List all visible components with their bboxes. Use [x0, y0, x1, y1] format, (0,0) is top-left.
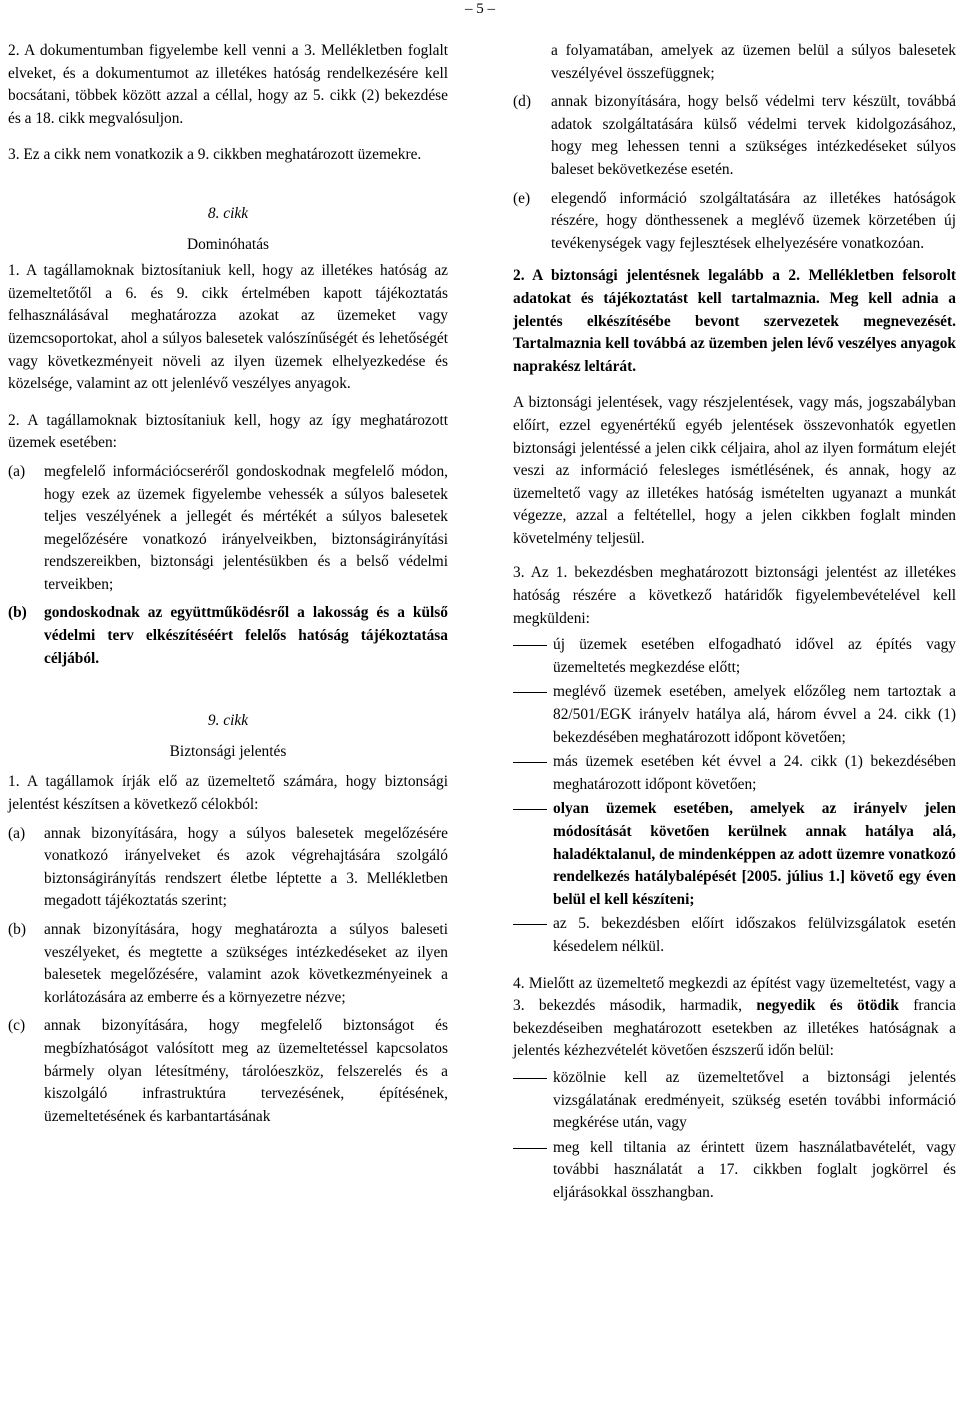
item-label: (b)	[8, 604, 27, 622]
item-text: meg kell tiltania az érintett üzem használatbavételét, vagy további használatát a 17. cikkben foglalt jogkörrel és eljárásokkal összhangban.	[553, 1138, 956, 1201]
article-number: 8. cikk	[207, 204, 249, 222]
dash-marker	[513, 913, 553, 958]
dash-list-item	[513, 634, 956, 679]
item-label: (d)	[513, 93, 531, 111]
page-number: – 5 –	[465, 1, 495, 17]
paragraph: 2. A biztonsági jelentésnek legalább a 2. Mellékletben felsorolt adatokat és tájékoztatást kell tartalmaznia. Meg kell adnia a jelentés elkészítésébe bevont szervezetek megnevezését. Tartalmaznia kell továbbá az üzemben jelen lévő veszélyes anyagok naprakész leltárát.	[513, 267, 956, 375]
list-item	[8, 461, 448, 597]
dash-marker	[513, 1137, 553, 1205]
dash-list-item	[513, 1067, 956, 1135]
text-run: 4. Mielőtt az üzemeltető megkezdi az építést vagy üzemeltetést, vagy a 3. bekezdés második, harmadik,	[513, 974, 956, 1015]
list-item	[8, 823, 448, 913]
dash-marker	[513, 634, 553, 679]
item-text: meglévő üzemek esetében, amelyek előzőleg nem tartoztak a 82/501/EGK irányelv hatálya alá, három évvel a 24. cikk (1) bekezdésében meghatározott időpont követően;	[553, 683, 956, 746]
item-text: megfelelő információcseréről gondoskodnak megfelelő módon, hogy ezek az üzemek figyelembe vehessék a súlyos balesetek teljes veszélyének a jellegét és mértékét a súlyos balesetek megelőzésére vonatkozó irányelveikben, biztonságirányítási rendszereikben, biztonsági jelentésükben és a belső védelmi terveikben;	[44, 462, 448, 593]
item-text: elegendő információ szolgáltatására az illetékes hatóságok részére, hogy dönthessenek a meglévő üzemek körzetében új tevékenységek vagy fejlesztések elhelyezésére vonatkozóan.	[551, 189, 956, 252]
item-text: közölnie kell az üzemeltetővel a biztonsági jelentés vizsgálatának eredményeit, szükség esetén további információ megkérése után, vagy	[553, 1068, 956, 1132]
dash-marker	[513, 798, 553, 911]
list-item	[8, 1015, 448, 1128]
list-item	[8, 919, 448, 1009]
paragraph: A biztonsági jelentések, vagy részjelentések, vagy más, jogszabályban előírt, ezzel egyenértékű egyéb jelentések összevonhatók egyetlen biztonsági jelentéssé a jelen cikk céljaira, ahol az ilyen formátum elejét veszi az információ felesleges ismétlésének, és annak, hogy az üzemeltető vagy az illetékes hatóság ismételten ugyanazt a munkát végezze, azzal a feltétellel, hogy a jelen cikkben foglalt minden követelmény teljesül.	[513, 394, 956, 547]
paragraph: 3. Ez a cikk nem vonatkozik a 9. cikkben meghatározott üzemekre.	[8, 146, 422, 164]
article-title: Biztonsági jelentés	[169, 742, 287, 760]
item-text: annak bizonyítására, hogy a súlyos balesetek megelőzésére vonatkozó irányelveket és azok végrehajtására szolgáló biztonságirányítás rendszert életbe léptette a 3. Mellékletben megadott tájékoztatás szerint;	[44, 824, 448, 910]
paragraph: 1. A tagállamoknak biztosítaniuk kell, hogy az illetékes hatóság az üzemeltetőtől a 6. és 9. cikk értelmében kapott tájékoztatás felhasználásával meghatározza azokat az üzemeket vagy üzemcsoportokat, ahol a súlyos balesetek valószínűségét és lehetőségét vagy következményeit növeli az ilyen üzemek elhelyezkedése és közelsége, valamint az ott jelenlévő veszélyes anyagok.	[8, 262, 448, 393]
item-text: annak bizonyítására, hogy meghatározta a súlyos baleseti veszélyeket, és megtette a szükséges intézkedéseket az ilyen balesetek megelőzésére, valamint azok következményeinek a korlátozására az emberre és a környezetre nézve;	[44, 921, 448, 1006]
item-label: (a)	[8, 462, 26, 480]
item-label: (c)	[8, 1017, 26, 1035]
paragraph: 1. A tagállamok írják elő az üzemeltető számára, hogy biztonsági jelentést készítsen a következő célokból:	[8, 773, 448, 814]
item-text: olyan üzemek esetében, amelyek az irányelv jelen módosítását követően kerülnek annak hatálya alá, haladéktalanul, de mindenképpen az adott üzemre vonatkozó rendelkezés hatálybalépését [2005. július 1.] követő egy éven belül el kell készíteni;	[553, 800, 956, 908]
paragraph: 3. Az 1. bekezdésben meghatározott biztonsági jelentést az illetékes hatóság részére a következő határidők figyelembevételével kell megküldeni:	[513, 564, 956, 627]
item-text: annak bizonyítására, hogy megfelelő biztonságot és megbízhatóságot valósított meg az üzemeltetéssel kapcsolatos bármely olyan létesítmény, tárolóeszköz, felszerelés és a kiszolgáló infrastruktúra tervezésének, építésének, üzemeltetésének és karbantartásának	[44, 1017, 448, 1125]
dash-list-item	[513, 798, 956, 911]
list-item	[8, 602, 448, 670]
list-item	[513, 188, 956, 256]
dash-list-item	[513, 913, 956, 958]
article-heading-8	[8, 203, 448, 256]
item-text: annak bizonyítására, hogy belső védelmi terv készült, továbbá adatok szolgáltatására külső védelmi tervek kidolgozásához, hogy meg lehessen tenni a szükséges intézkedéseket súlyos baleset bekövetkezése esetén.	[551, 93, 956, 178]
item-label: (b)	[8, 921, 26, 938]
article-heading-9	[8, 710, 448, 763]
paragraph: 2. A dokumentumban figyelembe kell venni a 3. Mellékletben foglalt elveket, és a dokumentumot az illetékes hatóság rendelkezésére kell bocsátani, többek között azzal a céllal, hogy az 5. cikk (2) bekezdése és a 18. cikk megvalósuljon.	[8, 42, 448, 127]
article-title: Dominóhatás	[186, 235, 270, 253]
list-item	[513, 91, 956, 181]
paragraph: a folyamatában, amelyek az üzemen belül a súlyos balesetek veszélyével összefüggnek;	[551, 42, 956, 82]
dash-list-item	[513, 1137, 956, 1205]
dash-marker	[513, 751, 553, 796]
dash-marker	[513, 1067, 553, 1135]
item-text: új üzemek esetében elfogadható idővel az építés vagy üzemeltetés megkezdése előtt;	[553, 636, 956, 676]
dash-list-item	[513, 681, 956, 749]
article-number: 9. cikk	[207, 712, 249, 730]
left-column	[8, 40, 448, 1128]
paragraph: 2. A tagállamoknak biztosítaniuk kell, hogy az így meghatározott üzemek esetében:	[8, 411, 448, 452]
paragraph	[513, 973, 956, 1063]
right-column	[513, 40, 956, 1205]
dash-list-item	[513, 751, 956, 796]
item-label: (a)	[8, 824, 26, 842]
item-label: (e)	[513, 189, 531, 207]
text-run-bold: negyedik és ötödik	[756, 997, 899, 1015]
text-run: francia bekezdéseiben meghatározott esetekben az illetékes hatóságnak a jelentés kézhezvételét követően észszerű időn belül:	[513, 997, 956, 1060]
dash-marker	[513, 681, 553, 749]
item-text: gondoskodnak az együttműködésről a lakosság és a külső védelmi terv elkészítéséért felelős hatóság tájékoztatása céljából.	[44, 604, 448, 667]
item-text: más üzemek esetében két évvel a 24. cikk (1) bekezdésében meghatározott időpont követően;	[553, 753, 956, 793]
item-text: az 5. bekezdésben előírt időszakos felülvizsgálatok esetén késedelem nélkül.	[553, 915, 956, 955]
